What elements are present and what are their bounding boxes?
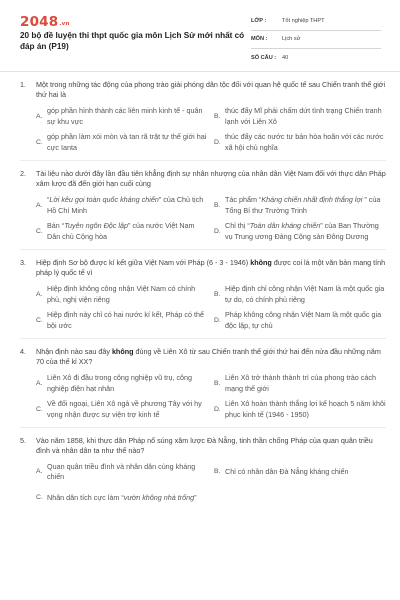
option-text: góp phần làm xói mòn và tan rã trật tự thế giới hai cực Ianta <box>47 132 207 152</box>
question-2 <box>20 169 386 250</box>
option-text: Về đối ngoại, Liên Xô ngả về phương Tây với hy vọng nhận được sự viện trợ kinh tế <box>47 399 202 419</box>
page-title: 20 bộ đề luyện thi thpt quốc gia môn Lịch Sử mới nhất có đáp án (P19) <box>20 31 245 52</box>
question-text: Một trong những tác động của phong trào giải phóng dân tộc đối với quan hệ quốc tế sau Chiến tranh thế giới thứ hai là <box>36 80 386 100</box>
meta-key: LỚP : <box>251 18 267 25</box>
option-text: Liên Xô hoàn thành thắng lợi kế hoạch 5 năm khôi phục kinh tế (1946 - 1950) <box>225 399 386 419</box>
option-letter: C. <box>36 405 43 413</box>
option-a[interactable] <box>36 461 208 483</box>
answer-options <box>20 195 386 243</box>
question-5 <box>20 436 386 510</box>
question-text: Hiệp định Sơ bộ được kí kết giữa Việt Nam với Pháp (6 - 3 - 1946) không được coi là một văn bản mang tính pháp lý quốc tế vì <box>36 257 386 278</box>
option-text: Hiệp định không công nhận Việt Nam có chính phủ, nghị viện riêng <box>47 284 196 304</box>
option-text: Nhân dân tích cực làm “vườn không nhà trống” <box>47 493 197 503</box>
meta-value: Tốt nghiệp THPT <box>282 18 325 25</box>
option-b[interactable] <box>214 284 386 306</box>
option-d[interactable] <box>214 310 386 332</box>
option-d[interactable] <box>214 132 386 154</box>
option-letter: C. <box>36 138 43 146</box>
answer-options <box>20 284 386 332</box>
option-d[interactable] <box>214 399 386 421</box>
option-letter: A. <box>36 290 43 298</box>
meta-key: SỐ CÂU : <box>251 54 277 61</box>
option-c[interactable] <box>36 221 208 243</box>
option-a[interactable] <box>36 106 208 128</box>
meta-row-class <box>251 13 381 31</box>
document-meta <box>251 13 381 67</box>
question-number: 1. <box>20 80 26 89</box>
option-text: Liên Xô đi đầu trong công nghiệp vũ trụ, công nghiệp điện hạt nhân <box>47 373 193 393</box>
question-number: 5. <box>20 435 26 445</box>
option-letter: B. <box>214 290 221 298</box>
option-text: Chỉ có nhân dân Đà Nẵng kháng chiến <box>225 467 349 477</box>
question-number: 2. <box>20 168 26 178</box>
option-letter: D. <box>214 405 221 413</box>
option-letter: B. <box>214 468 221 476</box>
option-text: Liên Xô trở thành thành trì của phong trào cách mạng thế giới <box>225 373 376 393</box>
option-b[interactable] <box>214 373 386 395</box>
option-text: Tác phẩm “Kháng chiến nhất định thắng lợi ” của Tổng Bí thư Trường Trinh <box>225 195 381 215</box>
option-letter: C. <box>36 227 43 235</box>
option-letter: C. <box>36 494 43 502</box>
option-c[interactable] <box>36 310 208 332</box>
option-d[interactable] <box>214 221 386 243</box>
meta-value: 40 <box>282 54 289 61</box>
question-3 <box>20 258 386 339</box>
question-number: 4. <box>20 346 26 356</box>
option-text: góp phần hình thành các liên minh kinh tế - quân sự khu vực <box>47 106 203 126</box>
option-c[interactable] <box>36 399 208 421</box>
meta-row-count <box>251 49 381 67</box>
option-b[interactable] <box>214 461 386 483</box>
meta-row-subject <box>251 31 381 49</box>
question-text: Vào năm 1858, khi thực dân Pháp nổ súng xâm lược Đà Nẵng, tinh thần chống Pháp của quan quân triều đình và nhân dân ta như thế nào? <box>36 435 373 455</box>
option-a[interactable] <box>36 373 208 395</box>
answer-options <box>20 461 386 509</box>
question-text: Tài liệu nào dưới đây lần đầu tiên khẳng định sự nhân nhượng của nhân dân Việt Nam đối với thực dân Pháp xâm lược đã đến giới hạn cuối cùng <box>36 168 386 189</box>
option-letter: A. <box>36 468 43 476</box>
option-letter: A. <box>36 379 43 387</box>
option-letter: A. <box>36 112 43 120</box>
option-letter: C. <box>36 316 43 324</box>
option-text: thúc đẩy các nước tư bản hòa hoãn với các nước xã hội chủ nghĩa <box>225 132 384 152</box>
option-c[interactable] <box>36 132 208 154</box>
answer-options <box>20 373 386 421</box>
document-header <box>0 0 400 72</box>
divider <box>20 249 386 250</box>
divider <box>20 427 386 428</box>
divider <box>20 338 386 339</box>
logo-suffix: .vn <box>59 21 70 27</box>
option-b[interactable] <box>214 106 386 128</box>
option-text: Quan quân triều đình và nhân dân cùng kháng chiến <box>47 461 196 482</box>
divider <box>20 160 386 161</box>
option-b[interactable] <box>214 195 386 217</box>
option-text: Pháp không công nhận Việt Nam là một quốc gia độc lập, tự chủ <box>225 310 382 330</box>
meta-value: Lịch sử <box>282 36 301 43</box>
option-letter: D. <box>214 227 221 235</box>
option-text: Chỉ thị “Toàn dân kháng chiến” của Ban Thường vụ Trung ương Đảng Cộng sản Đông Dương <box>225 221 379 241</box>
option-letter: B. <box>214 201 221 209</box>
answer-options <box>20 106 386 154</box>
option-text: Hiệp định này chỉ có hai nước kí kết, Pháp có thể bội ước <box>47 310 204 330</box>
option-letter: D. <box>214 316 221 324</box>
option-text: Bản “Tuyên ngôn Độc lập” của nước Việt Nam Dân chủ Cộng hòa <box>47 221 195 241</box>
option-a[interactable] <box>36 284 208 306</box>
option-text: “Lời kêu gọi toàn quốc kháng chiến” của Chủ tịch Hồ Chí Minh <box>47 195 204 215</box>
question-list <box>20 80 386 517</box>
option-letter: B. <box>214 112 221 120</box>
question-number: 3. <box>20 257 26 267</box>
logo-text: 2048 <box>20 14 59 30</box>
option-letter: B. <box>214 379 221 387</box>
option-text: Hiệp định chỉ công nhận Việt Nam là một quốc gia tự do, có chính phủ riêng <box>225 284 385 304</box>
option-a[interactable] <box>36 195 208 217</box>
question-1 <box>20 80 386 161</box>
option-c[interactable] <box>36 487 208 509</box>
question-text: Nhận định nào sau đây không đúng về Liên Xô từ sau Chiến tranh thế giới thứ hai đến nửa đầu những năm 70 của thế kỉ XX? <box>36 346 381 367</box>
meta-key: MÔN : <box>251 36 268 43</box>
question-4 <box>20 347 386 428</box>
option-letter: A. <box>36 201 43 209</box>
option-text: thúc đẩy Mĩ phải chấm dứt tình trạng Chiến tranh lạnh với Liên Xô <box>225 106 382 126</box>
option-letter: D. <box>214 138 221 146</box>
